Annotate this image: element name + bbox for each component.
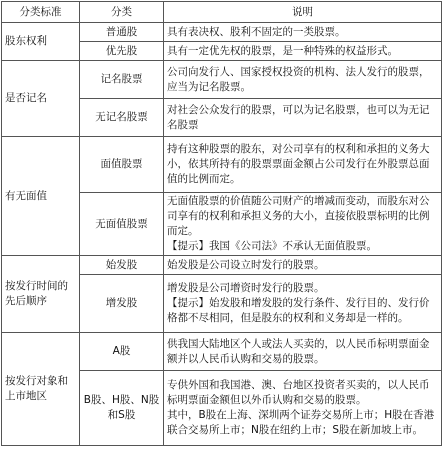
category-cell: 无面值股票: [80, 193, 164, 256]
description-cell: 始发股是公司设立时发行的股票。: [164, 256, 442, 275]
note-text: 【提示】始发股和增发股的发行条件、发行目的、发行价格都不尽相同，但是股东的权利和义务却是一样的。: [167, 297, 430, 324]
description-cell: [164, 371, 442, 446]
description-cell: 供我国大陆地区个人或法人买卖的，以人民币标明票面金额并以人民币认购和交易的股票。: [164, 333, 442, 371]
header-description: 说明: [164, 2, 442, 23]
category-cell: 普通股: [80, 23, 164, 42]
standard-cell: 是否记名: [2, 61, 80, 137]
standard-cell: 按发行对象和上市地区: [2, 333, 80, 446]
table-row: [2, 23, 442, 42]
category-cell: 面值股票: [80, 137, 164, 193]
header-row: [2, 2, 442, 23]
category-cell: A股: [80, 333, 164, 371]
standard-cell: 股东权利: [2, 23, 80, 61]
stock-classification-table: [1, 1, 442, 446]
category-cell: 优先股: [80, 42, 164, 61]
standard-cell: 有无面值: [2, 137, 80, 256]
category-cell: B股、H股、N股和S股: [80, 371, 164, 446]
standard-cell: 按发行时间的先后顺序: [2, 256, 80, 333]
description-text: 无面值股票的价值随公司财产的增减而变动，而股东对公司享有的权利和承担义务的大小，直接依股票标明的比例而定。: [167, 195, 430, 237]
description-cell: 公司向发行人、国家授权投资的机构、法人发行的股票，应当为记名股票。: [164, 61, 442, 99]
table-row: [2, 256, 442, 275]
description-text: 专供外国和我国港、澳、台地区投资者买卖的，以人民币标明票面金额但以外币认购和交易的股票。: [167, 379, 430, 406]
table-row: [2, 137, 442, 193]
description-cell: [164, 193, 442, 256]
note-text: 【提示】我国《公司法》不承认无面值股票。: [167, 240, 377, 252]
table-row: [2, 333, 442, 371]
category-cell: 增发股: [80, 275, 164, 333]
header-standard: 分类标准: [2, 2, 80, 23]
description-cell: 对社会公众发行的股票，可以为记名股票，也可以为无记名股票: [164, 99, 442, 137]
description-cell: 具有表决权、股利不固定的一类股票。: [164, 23, 442, 42]
description-cell: 具有一定优先权的股票，是一种特殊的权益形式。: [164, 42, 442, 61]
category-cell: 始发股: [80, 256, 164, 275]
category-cell: 记名股票: [80, 61, 164, 99]
description-text: 增发股是公司增资时发行的股票。: [167, 282, 325, 294]
description-cell: [164, 275, 442, 333]
note-text: 其中，B股在上海、深圳两个证券交易所上市；H股在香港联合交易所上市；N股在纽约上市；S股在新加坡上市。: [167, 409, 435, 436]
description-cell: 持有这种股票的股东，对公司享有的权利和承担的义务大小，依其所持有的股票票面金额占公司发行在外股票总面值的比例而定。: [164, 137, 442, 193]
header-category: 分类: [80, 2, 164, 23]
category-cell: 无记名股票: [80, 99, 164, 137]
table-row: [2, 61, 442, 99]
